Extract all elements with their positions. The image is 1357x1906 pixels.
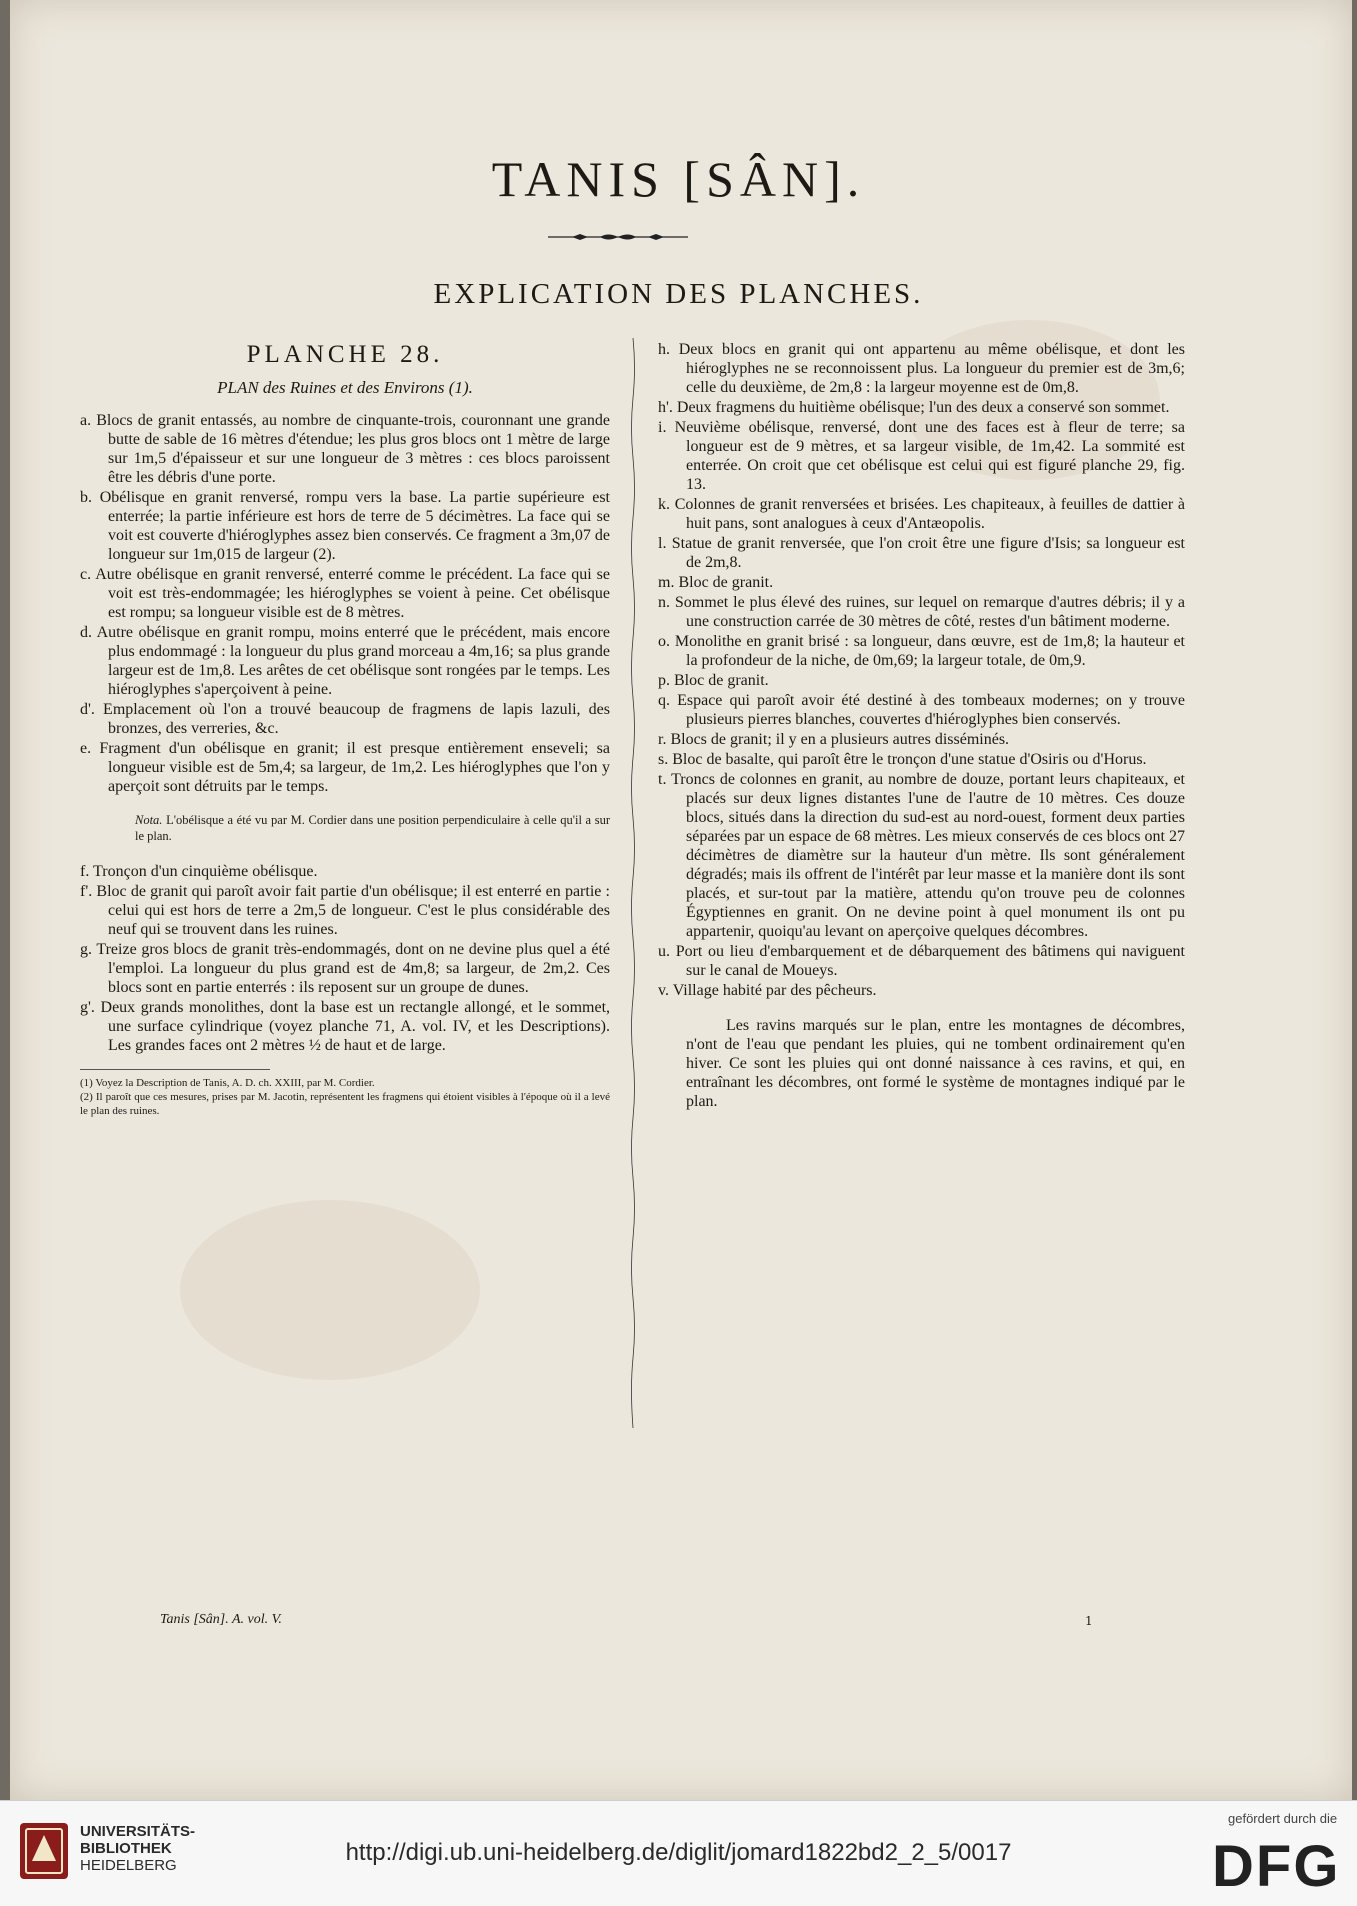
legend-item <box>658 750 1185 769</box>
legend-item <box>80 565 610 622</box>
legend-item <box>80 488 610 564</box>
legend-item <box>658 534 1185 572</box>
legend-item-text: Statue de granit renversée, que l'on croit être une figure d'Isis; sa longueur est de 2m,8. <box>671 535 1186 571</box>
legend-item-label: r. <box>658 731 667 748</box>
plate-heading: PLANCHE 28. <box>246 341 444 368</box>
legend-item-text: Bloc de granit. <box>674 672 769 689</box>
legend-item-text: Monolithe en granit brisé : sa longueur, dans œuvre, est de 1m,8; la hauteur et la profondeur de la niche, de 0m,69; la largeur totale, de 0m,9. <box>674 633 1185 669</box>
page-number: 1 <box>1085 1614 1093 1628</box>
legend-item-label: b. <box>80 489 92 506</box>
legend-item-label: e. <box>80 740 92 757</box>
legend-item-label: m. <box>658 574 675 591</box>
legend-item <box>80 700 610 738</box>
legend-item-text: Blocs de granit entassés, au nombre de cinquante-trois, couronnant une grande butte de sable de 16 mètres d'étendue; les plus gros blocs ont 1 mètre de large sur 1m,5 d'épaisseur et sur une longueur de 3 mètres : ces blocs paroissent être les débris d'une porte. <box>96 412 611 486</box>
legend-item-label: p. <box>658 672 670 689</box>
legend-list <box>80 862 610 1055</box>
sponsor-label: gefördert durch die <box>1228 1811 1338 1826</box>
legend-item-label: c. <box>80 566 92 583</box>
dfg-logo: DFG <box>1212 1834 1341 1899</box>
legend-item-label: a. <box>80 412 92 429</box>
legend-item-label: g. <box>80 941 92 958</box>
legend-item-label: i. <box>658 419 667 436</box>
right-column <box>658 340 1185 1127</box>
nota-label: Nota. <box>135 813 163 827</box>
legend-item-text: Colonnes de granit renversées et brisées. Les chapiteaux, à feuilles de dattier à huit pans, sont analogues à ceux d'Antæopolis. <box>674 496 1186 532</box>
legend-item-text: Emplacement où l'on a trouvé beaucoup de fragmens de lapis lazuli, des bronzes, des verreries, &c. <box>103 701 611 737</box>
legend-item <box>658 981 1185 1000</box>
legend-item-label: t. <box>658 771 667 788</box>
legend-item-text: Tronçon d'un cinquième obélisque. <box>93 863 318 880</box>
legend-item <box>80 411 610 487</box>
legend-item-label: o. <box>658 633 670 650</box>
legend-item <box>80 623 610 699</box>
legend-item-text: Blocs de granit; il y en a plusieurs autres disséminés. <box>670 731 1010 748</box>
legend-item-text: Autre obélisque en granit renversé, enterré comme le précédent. La face qui se voit est très-endommagée; les hiéroglyphes se voient à peine. Cet obélisque est rompu; sa longueur visible est de 8 mètres. <box>95 566 610 621</box>
plate-subheading: PLAN des Ruines et des Environs (1). <box>217 378 473 397</box>
logo-line: HEIDELBERG <box>80 1857 177 1874</box>
legend-item-text: Deux fragmens du huitième obélisque; l'un des deux a conservé son sommet. <box>676 399 1170 416</box>
legend-item-text: Deux blocs en granit qui ont appartenu au même obélisque, et dont les hiéroglyphes ne se reconnoissent plus. La longueur du premier est de 3m,6; celle du deuxième, de 2m,8 : la largeur moyenne est de 0m,8. <box>678 341 1185 396</box>
legend-item-label: h'. <box>658 399 673 416</box>
footer-text: Tanis [Sân]. A. vol. V. <box>160 1612 282 1627</box>
legend-item-label: g'. <box>80 999 95 1016</box>
legend-item-text: Troncs de colonnes en granit, au nombre de douze, portant leurs chapiteaux, et placés sur deux lignes distantes l'une de l'autre de 10 mètres. Ces douze blocs, situés dans la direction du sud-est au nord-ouest, forment deux parties séparées par un espace de 68 mètres. Les mieux conservés de ces blocs ont 27 décimètres de diamètre sur la hauteur d'un mètre. Ils sont généralement dégradés; mais ils offrent de l'intérêt par leur masse et la manière dont ils sont placés, et sur-tout par la matière, attendu qu'on trouve peu de colonnes Égyptiennes en granit. On ne devine point à quel monument ils ont pu appartenir, quoiqu'au levant on aperçoive quelques décombres. <box>671 771 1185 940</box>
legend-item <box>80 862 610 881</box>
legend-item-text: Bloc de granit. <box>678 574 774 591</box>
legend-item <box>658 495 1185 533</box>
legend-item <box>658 573 1185 592</box>
legend-item <box>658 691 1185 729</box>
logo-line: BIBLIOTHEK <box>80 1840 172 1857</box>
legend-item-text: Treize gros blocs de granit très-endommagés, dont on ne devine plus quel a été l'emploi. La longueur du plus grand est de 4m,8; sa largeur, de 2m,2. Ces blocs sont en partie enterrés : ils reposent sur un groupe de dunes. <box>96 941 610 996</box>
legend-list <box>658 340 1185 1000</box>
legend-item-label: d. <box>80 624 92 641</box>
logo-line: UNIVERSITÄTS- <box>80 1823 196 1840</box>
legend-item-text: Bloc de basalte, qui paroît être le tronçon d'une statue d'Osiris ou d'Horus. <box>672 751 1147 768</box>
legend-item-label: h. <box>658 341 670 358</box>
legend-item-label: d'. <box>80 701 95 718</box>
legend-item <box>658 770 1185 941</box>
legend-item-label: v. <box>658 982 669 999</box>
legend-item-label: n. <box>658 594 670 611</box>
legend-item-text: Deux grands monolithes, dont la base est un rectangle allongé, et le sommet, une surface cylindrique (voyez planche 71, A. vol. IV, et les Descriptions). Les grandes faces ont 2 mètres ½ de haut et de large. <box>100 999 611 1054</box>
legend-item-text: Port ou lieu d'embarquement et de débarquement des bâtimens qui naviguent sur le canal de Moueys. <box>675 943 1186 979</box>
legend-item-text: Sommet le plus élevé des ruines, sur lequel on remarque d'autres débris; il y a une construction carrée de 30 mètres de côté, restes d'un bâtiment moderne. <box>674 594 1185 630</box>
legend-item-text: Fragment d'un obélisque en granit; il est presque entièrement enseveli; sa longueur visible est de 5m,4; sa largeur, de 1m,2. Les hiéroglyphes que l'on y aperçoit sont détruits par le temps. <box>99 740 610 795</box>
footnote-rule <box>80 1069 270 1070</box>
column-divider <box>630 338 636 1428</box>
legend-item <box>658 418 1185 494</box>
permalink-url[interactable]: http://digi.ub.uni-heidelberg.de/diglit/jomard1822bd2_2_5/0017 <box>345 1839 1012 1866</box>
legend-item <box>658 730 1185 749</box>
footnote: (1) Voyez la Description de Tanis, A. D. ch. XXIII, par M. Cordier. <box>80 1077 375 1089</box>
left-column <box>80 341 611 1118</box>
legend-item <box>658 398 1185 417</box>
nota-text: L'obélisque a été vu par M. Cordier dans une position perpendiculaire à celle qu'il a sur le plan. <box>135 813 611 843</box>
legend-item-label: f. <box>80 863 90 880</box>
legend-item-text: Autre obélisque en granit rompu, moins enterré que le précédent, mais encore plus endommagé : la longueur du plus grand morceau a 4m,16; sa plus grande largeur est de 1m,8. Les arêtes de cet obélisque sont rongées par le temps. Les hiéroglyphes s'aperçoivent à peine. <box>96 624 610 698</box>
legend-item <box>658 942 1185 980</box>
legend-item-text: Neuvième obélisque, renversé, dont une des faces est à fleur de terre; sa longueur est de 9 mètres, et sa largeur visible, de 1m,42. La sommité est enterrée. On croit que cet obélisque est celui qui est figuré planche 29, fig. 13. <box>674 419 1186 493</box>
legend-item-label: q. <box>658 692 670 709</box>
legend-item-label: f'. <box>80 883 93 900</box>
legend-item <box>80 882 610 939</box>
legend-item <box>658 593 1185 631</box>
section-title: EXPLICATION DES PLANCHES. <box>433 278 924 310</box>
legend-item-label: k. <box>658 496 670 513</box>
ornament-divider-icon <box>548 232 688 242</box>
digitization-banner <box>0 1800 1357 1906</box>
legend-item <box>658 671 1185 690</box>
legend-item-text: Bloc de granit qui paroît avoir fait partie d'un obélisque; il est enterré en partie : celui qui est hors de terre a 2m,5 de longueur. C'est le plus considérable des neuf qui se trouvent dans les ruines. <box>96 883 611 938</box>
legend-item-text: Obélisque en granit renversé, rompu vers la base. La partie supérieure est enterrée; la partie inférieure est hors de terre de 5 décimètres. La face qui se voit est couverte d'hiéroglyphes assez bien conservés. Ce fragment a 3m,07 de longueur sur 1m,015 de largeur (2). <box>99 489 611 563</box>
legend-item-label: s. <box>658 751 669 768</box>
closing-paragraph: Les ravins marqués sur le plan, entre les montagnes de décombres, n'ont de l'eau que pendant les pluies, qui ne tombent ordinairement qu'en hiver. Ce sont les pluies qui ont donné naissance à ces ravins, et qui, en entraînant les décombres, ont formé le système de montagnes indiqué par le plan. <box>686 1017 1185 1110</box>
legend-item <box>658 340 1185 397</box>
legend-item <box>658 632 1185 670</box>
page-title: TANIS [SÂN]. <box>491 151 866 207</box>
legend-item-text: Espace qui paroît avoir été destiné à des tombeaux modernes; on y trouve plusieurs pierres blanches, couvertes d'hiéroglyphes bien conservés. <box>677 692 1186 728</box>
legend-item-label: u. <box>658 943 670 960</box>
legend-item <box>80 739 610 796</box>
legend-item <box>80 998 610 1055</box>
legend-item-text: Village habité par des pêcheurs. <box>672 982 877 999</box>
nota <box>80 812 610 844</box>
legend-item <box>80 940 610 997</box>
footnote: (2) Il paroît que ces mesures, prises par M. Jacotin, représentent les fragmens qui étoient visibles à l'époque où il a levé le plan des ruines. <box>80 1091 610 1117</box>
legend-list <box>80 411 610 796</box>
page-footer-title <box>160 1612 282 1628</box>
legend-item-label: l. <box>658 535 667 552</box>
